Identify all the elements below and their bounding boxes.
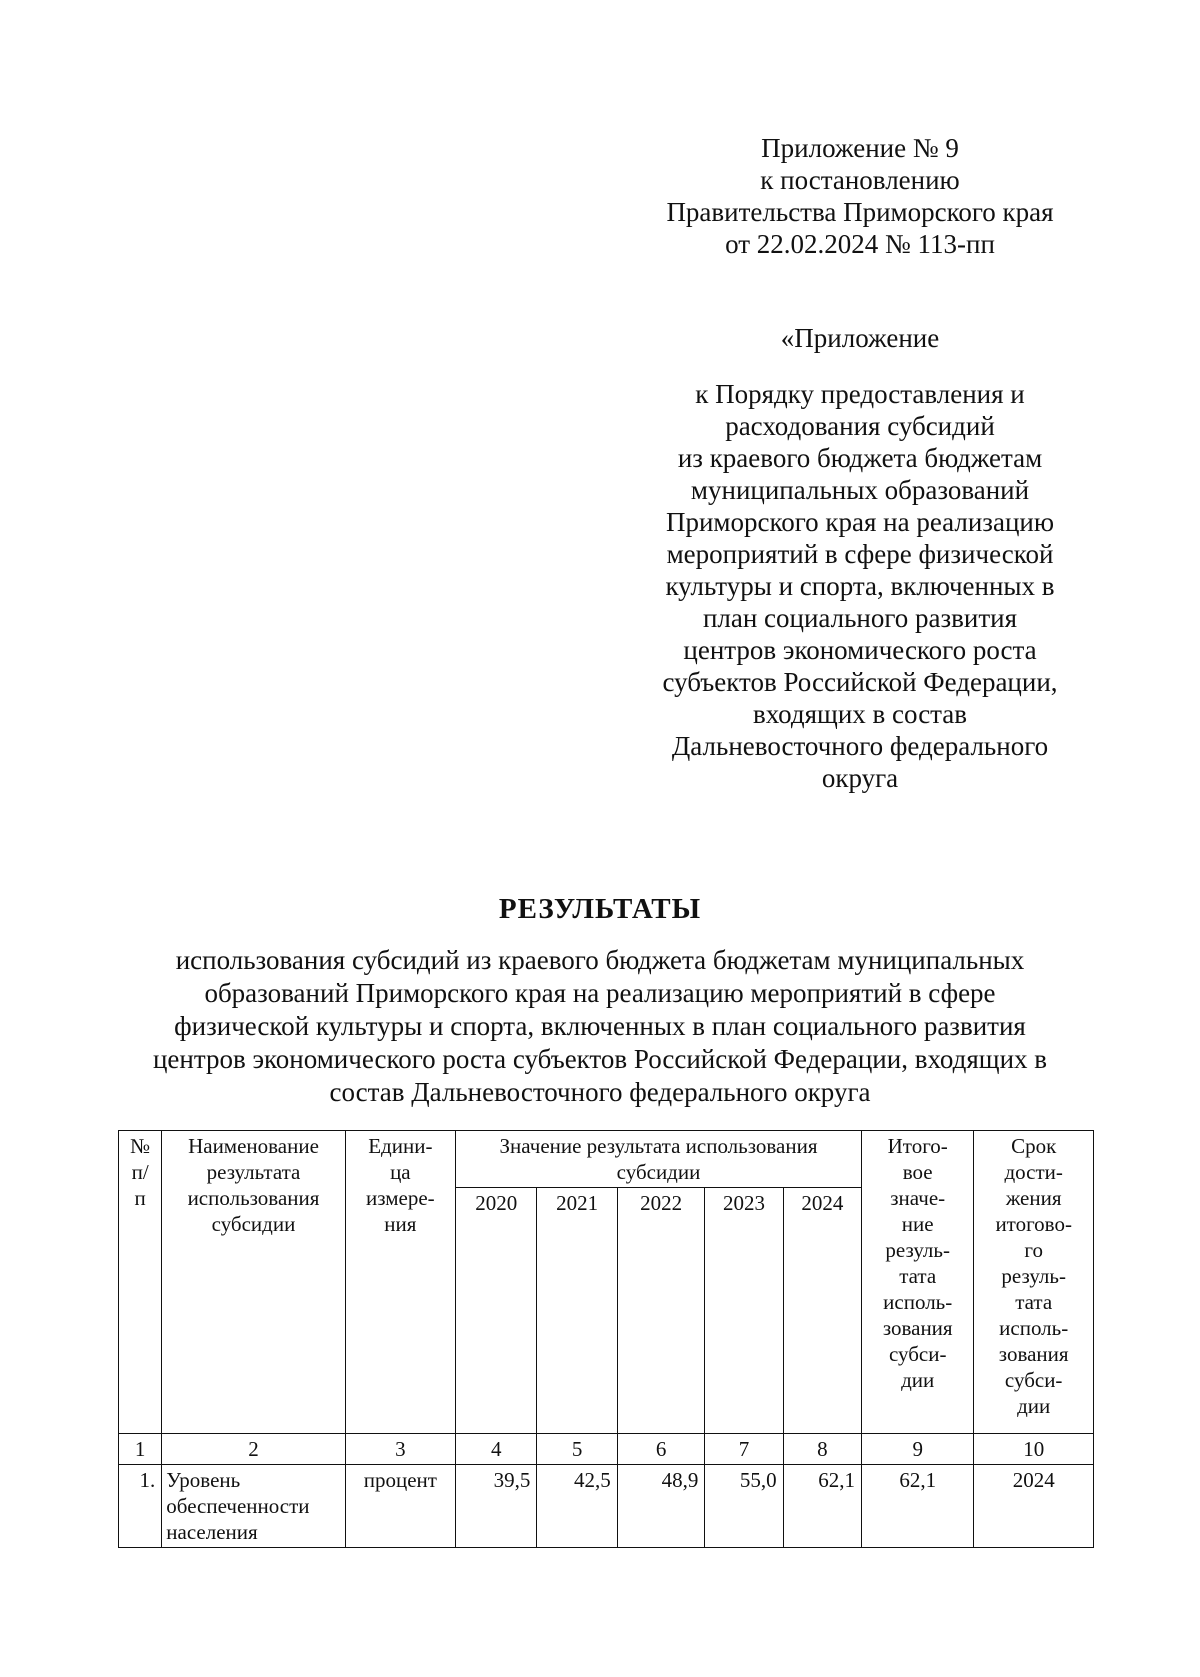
column-number: 6: [617, 1434, 705, 1465]
procedure-appendix-line: округа: [821, 763, 899, 793]
row-num: 1.: [119, 1465, 162, 1548]
procedure-appendix-line: входящих в состав: [752, 699, 968, 729]
header-unit: Едини- ца измере- ния: [345, 1131, 455, 1434]
subtitle-line: образований Приморского края на реализацию мероприятий в сфере: [204, 978, 996, 1008]
procedure-appendix-header: [640, 322, 1080, 794]
procedure-appendix-line: из краевого бюджета бюджетам: [677, 443, 1043, 473]
table-header-row: [119, 1131, 1094, 1188]
procedure-appendix-line: к Порядку предоставления и: [695, 379, 1025, 409]
column-number: 1: [119, 1434, 162, 1465]
header-year: 2023: [705, 1188, 783, 1434]
column-number: 8: [783, 1434, 861, 1465]
appendix-line: к постановлению: [760, 165, 960, 195]
procedure-appendix-line: муниципальных образований: [690, 475, 1030, 505]
row-value-2022: 48,9: [617, 1465, 705, 1548]
appendix-header: [640, 132, 1080, 260]
header-year: 2021: [537, 1188, 617, 1434]
row-name: Уровень обеспеченности населения: [162, 1465, 345, 1548]
row-total: 62,1: [862, 1465, 974, 1548]
subtitle-line: состав Дальневосточного федерального округа: [329, 1077, 871, 1107]
header-deadline: Срок дости- жения итогово- го резуль- тата исполь- зования субси- дии: [974, 1131, 1094, 1434]
procedure-appendix-line: субъектов Российской Федерации,: [662, 667, 1058, 697]
row-value-2020: 39,5: [455, 1465, 536, 1548]
header-values-group: Значение результата использования субсидии: [455, 1131, 861, 1188]
header-year: 2020: [455, 1188, 536, 1434]
header-year: 2022: [617, 1188, 705, 1434]
procedure-appendix-line: план социального развития: [702, 603, 1018, 633]
document-subtitle: [140, 944, 1060, 1109]
procedure-appendix-line: Дальневосточного федерального: [671, 731, 1049, 761]
procedure-appendix-line: расходования субсидий: [725, 411, 995, 441]
procedure-appendix-title: «Приложение: [780, 323, 940, 353]
row-value-2024: 62,1: [783, 1465, 861, 1548]
column-number: 4: [455, 1434, 536, 1465]
procedure-appendix-line: центров экономического роста: [683, 635, 1037, 665]
row-deadline: 2024: [974, 1465, 1094, 1548]
column-number: 10: [974, 1434, 1094, 1465]
appendix-line: Приложение № 9: [761, 133, 959, 163]
table-row: [119, 1465, 1094, 1548]
subtitle-line: физической культуры и спорта, включенных в план социального развития: [174, 1011, 1026, 1041]
header-total: Итого- вое значе- ние резуль- тата исполь- зования субси- дии: [862, 1131, 974, 1434]
table-column-numbers-row: [119, 1434, 1094, 1465]
appendix-line: Правительства Приморского края: [666, 197, 1054, 227]
document-title: РЕЗУЛЬТАТЫ: [498, 893, 702, 925]
column-number: 3: [345, 1434, 455, 1465]
procedure-appendix-line: культуры и спорта, включенных в: [665, 571, 1055, 601]
column-number: 2: [162, 1434, 345, 1465]
row-value-2023: 55,0: [705, 1465, 783, 1548]
procedure-appendix-line: Приморского края на реализацию: [665, 507, 1055, 537]
column-number: 5: [537, 1434, 617, 1465]
subtitle-line: использования субсидий из краевого бюджета бюджетам муниципальных: [175, 945, 1025, 975]
row-value-2021: 42,5: [537, 1465, 617, 1548]
column-number: 7: [705, 1434, 783, 1465]
subtitle-line: центров экономического роста субъектов Российской Федерации, входящих в: [152, 1044, 1048, 1074]
column-number: 9: [862, 1434, 974, 1465]
appendix-line: от 22.02.2024 № 113-пп: [725, 229, 995, 259]
row-unit: процент: [345, 1465, 455, 1548]
header-num: № п/ п: [119, 1131, 162, 1434]
procedure-appendix-line: мероприятий в сфере физической: [666, 539, 1054, 569]
header-name: Наименование результата использования субсидии: [162, 1131, 345, 1434]
header-year: 2024: [783, 1188, 861, 1434]
results-table: [118, 1130, 1094, 1548]
